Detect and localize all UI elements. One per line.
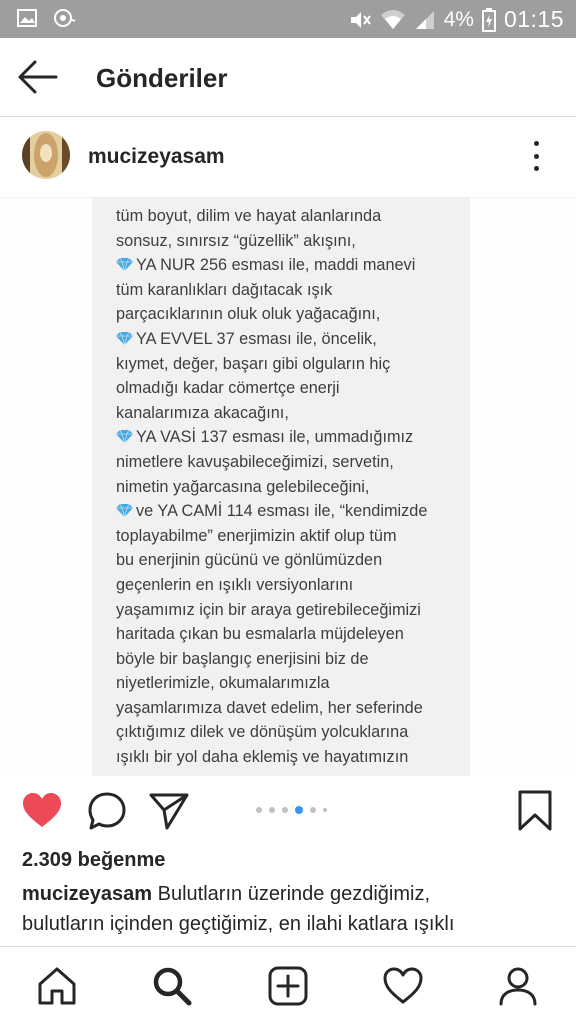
image-text-content: parçacıklarının oluk oluk yağacağını,	[116, 305, 381, 324]
image-text-content: YA VASİ 137 esması ile, ummadığımız	[136, 428, 414, 447]
caption-username[interactable]: mucizeyasam	[22, 883, 153, 905]
carousel-dot	[295, 806, 303, 814]
profile-icon[interactable]	[497, 965, 539, 1007]
carousel-indicator	[256, 806, 327, 814]
image-text-content: yaşamımız için bir araya getirebileceğimizi	[116, 600, 421, 619]
image-text-line	[116, 524, 466, 549]
image-text-content: böyle bir başlangıç enerjisini biz de	[116, 649, 369, 668]
image-text-line	[116, 327, 466, 352]
image-text-line	[116, 745, 466, 770]
carousel-dot	[269, 807, 275, 813]
image-text-content: olmadığı kadar cömertçe enerji	[116, 379, 340, 398]
image-text-content: geçenlerin en ışıklı versiyonlarını	[116, 575, 354, 594]
image-text	[116, 204, 466, 770]
image-text-content: ışıklı bir yol daha eklemiş ve hayatımızın	[116, 748, 409, 767]
gem-icon	[116, 258, 133, 271]
image-icon	[16, 7, 38, 29]
image-text-content: çıktığımız dilek ve dönüşüm yolcuklarına	[116, 723, 409, 742]
image-text-content: tüm boyut, dilim ve hayat alanlarında	[116, 207, 382, 225]
image-text-content: toplayabilme” enerjimizin aktif olup tüm	[116, 526, 397, 545]
image-text-content: YA NUR 256 esması ile, maddi manevi	[136, 256, 416, 275]
signal-icon	[414, 9, 436, 31]
image-text-line	[116, 671, 466, 696]
image-text-content: kıymet, değer, başarı gibi olguların hiç	[116, 354, 391, 373]
post-actions	[0, 776, 576, 846]
image-text-content: YA EVVEL 37 esması ile, öncelik,	[136, 329, 377, 348]
image-text-line	[116, 598, 466, 623]
post-username[interactable]: mucizeyasam	[88, 145, 225, 168]
post-caption	[22, 879, 552, 939]
bookmark-icon[interactable]	[515, 790, 557, 832]
image-text-content: nimetin yağarcasına gelebileceğini,	[116, 477, 370, 496]
avatar[interactable]	[22, 131, 70, 179]
like-count[interactable]: 2.309 beğenme	[22, 849, 166, 871]
image-text-line	[116, 376, 466, 401]
post-header	[0, 117, 576, 198]
image-text-line	[116, 475, 466, 500]
image-text-line	[116, 573, 466, 598]
image-text-line	[116, 720, 466, 745]
clock: 01:15	[503, 6, 564, 32]
image-text-content: yaşamlarımıza davet edelim, her seferinde	[116, 698, 423, 717]
carousel-dot	[256, 807, 262, 813]
status-bar	[0, 0, 576, 38]
battery-percent: 4%	[443, 7, 474, 31]
caption-line-2: bulutların içinden geçtiğimiz, en ilahi katlara ışıklı	[22, 913, 455, 935]
image-text-line	[116, 499, 466, 524]
image-text-line	[116, 278, 466, 303]
image-text-line	[116, 229, 466, 254]
image-text-content: kanalarımıza akacağını,	[116, 403, 289, 422]
image-text-line	[116, 401, 466, 426]
image-text-line	[116, 425, 466, 450]
post-image[interactable]	[0, 198, 576, 776]
image-text-content: bu enerjinin gücünü ve gönlümüzden	[116, 551, 383, 570]
image-text-content: haritada çıkan bu esmalarla müjdeleyen	[116, 625, 404, 644]
image-text-line	[116, 204, 466, 229]
image-text-line	[116, 696, 466, 721]
search-icon[interactable]	[151, 965, 193, 1007]
comment-icon[interactable]	[86, 790, 128, 832]
image-text-line	[116, 647, 466, 672]
image-text-content: nimetlere kavuşabileceğimizi, servetin,	[116, 452, 394, 471]
image-text-line	[116, 352, 466, 377]
home-icon[interactable]	[36, 965, 78, 1007]
image-text-line	[116, 622, 466, 647]
image-text-line	[116, 253, 466, 278]
image-text-content: sonsuz, sınırsız “güzellik” akışını,	[116, 231, 356, 250]
image-text-line	[116, 450, 466, 475]
gem-icon	[116, 430, 133, 443]
clip-icon	[52, 7, 76, 29]
mute-icon	[348, 9, 372, 31]
gem-icon	[116, 504, 133, 517]
add-post-icon[interactable]	[267, 965, 309, 1007]
carousel-dot	[310, 807, 316, 813]
page-title: Gönderiler	[96, 63, 228, 93]
activity-heart-icon[interactable]	[382, 965, 424, 1007]
wifi-icon	[380, 9, 406, 31]
image-text-line	[116, 548, 466, 573]
image-text-line	[116, 302, 466, 327]
share-icon[interactable]	[148, 790, 190, 832]
app-bar	[0, 38, 576, 117]
carousel-dot	[282, 807, 288, 813]
heart-filled-icon[interactable]	[21, 790, 63, 832]
image-text-content: ve YA CAMİ 114 esması ile, “kendimizde	[136, 502, 428, 521]
bottom-navigation	[0, 946, 576, 1025]
carousel-dot	[323, 808, 327, 812]
arrow-left-icon[interactable]	[16, 58, 60, 96]
image-text-content: niyetlerimizle, okumalarımızla	[116, 674, 330, 693]
battery-charging-icon	[482, 8, 496, 32]
image-text-content: tüm karanlıkları dağıtacak ışık	[116, 280, 333, 299]
more-options-icon[interactable]	[526, 141, 546, 171]
gem-icon	[116, 332, 133, 345]
caption-line-1: Bulutların üzerinde gezdiğimiz,	[157, 883, 431, 905]
